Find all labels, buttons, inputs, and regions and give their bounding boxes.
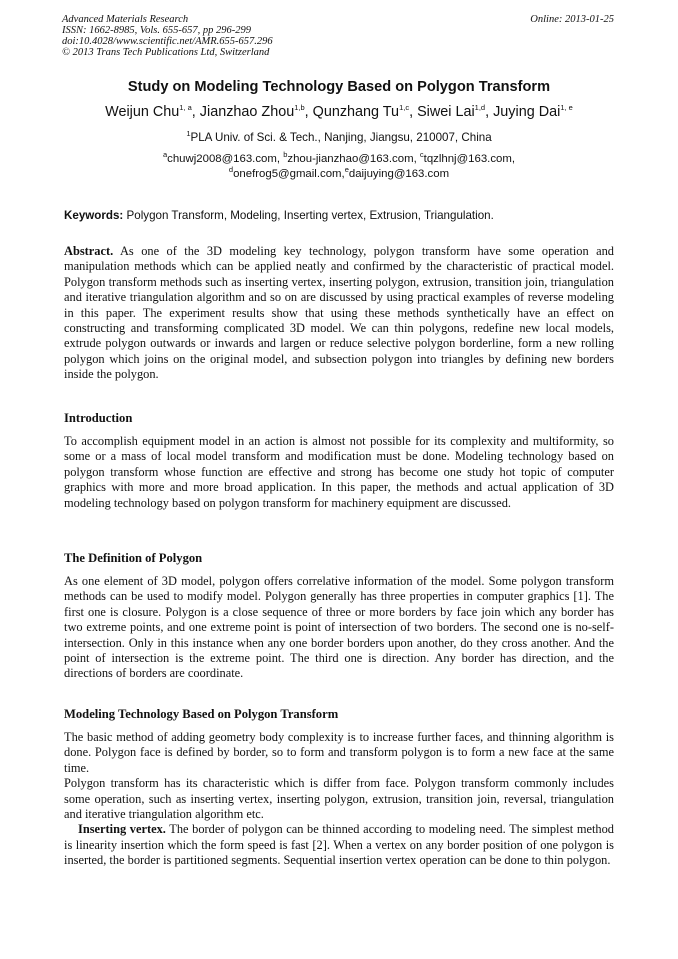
author-affil-sup: 1,c <box>399 103 410 113</box>
section-heading-introduction: Introduction <box>64 411 133 425</box>
email-a: chuwj2008@163.com, <box>167 153 281 165</box>
inserting-vertex-label: Inserting vertex. <box>78 822 166 837</box>
abstract-label: Abstract. <box>64 244 114 258</box>
email-b: zhou-jianzhao@163.com, <box>287 153 417 165</box>
keywords-label: Keywords: <box>64 209 124 222</box>
modeling-paragraph-3 <box>64 822 614 868</box>
issn-line: ISSN: 1662-8985, Vols. 655-657, pp 296-299 <box>62 25 251 36</box>
email-list <box>0 152 678 182</box>
inserting-vertex-text: The border of polygon can be thinned according to modeling need. The simplest method is linearity insertion which the form speed is fast [2]. When a vertex on any border position of one polygon is inserted, the border is partitioned segments. Sequential insertion vertex operation can be done to thin polygon. <box>64 822 615 868</box>
modeling-paragraph-2: Polygon transform has its characteristic which is differ from face. Polygon transform commonly includes some operation, such as inserting vertex, inserting polygon, extrusion, transition join, reversal, triangulation and iterative triangulation algorithm etc. <box>64 776 614 822</box>
affiliation <box>0 131 678 144</box>
affiliation-sup: 1 <box>186 129 191 139</box>
author-affil-sup: 1, e <box>560 103 573 113</box>
author-affil-sup: 1, a <box>179 103 192 113</box>
author-affil-sup: 1,b <box>294 103 305 113</box>
email-c: tqzlhnj@163.com, <box>423 153 515 165</box>
email-e: daijuying@163.com <box>348 168 450 180</box>
section-heading-modeling: Modeling Technology Based on Polygon Transform <box>64 707 339 721</box>
modeling-paragraphs <box>64 730 614 869</box>
author-name: Siwei Lai <box>417 104 475 120</box>
copyright-line: © 2013 Trans Tech Publications Ltd, Switzerland <box>62 47 270 58</box>
journal-name: Advanced Materials Research <box>62 14 189 25</box>
email-d: onefrog5@gmail.com, <box>233 168 345 180</box>
author-affil-sup: 1,d <box>474 103 486 113</box>
modeling-paragraph-1: The basic method of adding geometry body complexity is to increase further faces, and thinning algorithm is done. Polygon face is defined by border, so to form and transform polygon is to form a new face at the same time. <box>64 730 614 775</box>
email-line-2: $^d$onefrog5@gmail.com,$^e$daijuying@163.com <box>228 165 450 180</box>
online-date: Online: 2013-01-25 <box>530 14 614 25</box>
keywords-text: Polygon Transform, Modeling, Inserting vertex, Extrusion, Triangulation. <box>126 209 494 222</box>
introduction-paragraph: To accomplish equipment model in an action is almost not possible for its complexity and multiformity, so some or a mass of local model transform and modification must be done. Modeling technology based on polygon transform whose function are effective and strong has become one study hot topic of computer graphics with more and more broad application. In this paper, the methods and actual application of 3D modeling technology based on polygon transform for machinery equipment are discussed. <box>64 434 614 510</box>
doi-line: doi:10.4028/www.scientific.net/AMR.655-657.296 <box>62 36 273 47</box>
author-name: Qunzhang Tu <box>312 104 400 120</box>
affiliation-text: PLA Univ. of Sci. & Tech., Nanjing, Jiangsu, 210007, China <box>190 131 492 144</box>
author-name: Jianzhao Zhou <box>199 104 295 120</box>
paper-title: Study on Modeling Technology Based on Polygon Transform <box>127 79 551 95</box>
author-name: Juying Dai <box>493 104 561 120</box>
author-list: Weijun Chu$^{1, a}$, Jianzhao Zhou$^{1,b}$, Qunzhang Tu$^{1,c}$, Siwei Lai$^{1,d}$, Juying Dai$^{1, e}$ <box>105 103 573 120</box>
abstract-text: As one of the 3D modeling key technology, polygon transform have some operation and manipulation methods which can be applied neatly and confirmed by the characteristic of practical model. Polygon transform methods such as inserting vertex, inserting polygon, extrusion, transition join, triangulation and iterative triangulation algorithm and so on are discussed by using practical examples of reverse modeling in this paper. The experiment results show that using these methods synthetically have an effect on constructing and transforming complicated 3D model. We can thin polygons, redefine new local models, extrude polygon outwards or inwards and largen or reduce selective polygon borderline, form a new rolling polygon which joins on the original model, and subsection polygon into triangles by defining new borders inside the polygon. <box>64 244 614 382</box>
definition-paragraph: As one element of 3D model, polygon offers correlative information of the model. Some polygon transform methods can be used to modify model. Polygon generally has three properties in computer graphics [1]. The first one is closure. Polygon is a close sequence of three or more borders by face join which any border has two extreme points, and one extreme point is point of intersection of two borders. The second one is no-self-intersection. Only in this instance when any one border borders upon another, do they cross another. And the point of intersection is the extreme point. The third one is direction. Any border has direction, and the directions of borders are coordinate. <box>64 574 614 681</box>
keywords <box>64 209 616 222</box>
author-name: Weijun Chu <box>105 104 180 120</box>
journal-header <box>62 14 273 58</box>
email-line-1: $^a$chuwj2008@163.com, $^b$zhou-jianzhao@163.com, $^c$tqzlhnj@163.com, <box>162 150 515 165</box>
abstract <box>64 244 614 383</box>
section-heading-definition: The Definition of Polygon <box>64 551 203 565</box>
